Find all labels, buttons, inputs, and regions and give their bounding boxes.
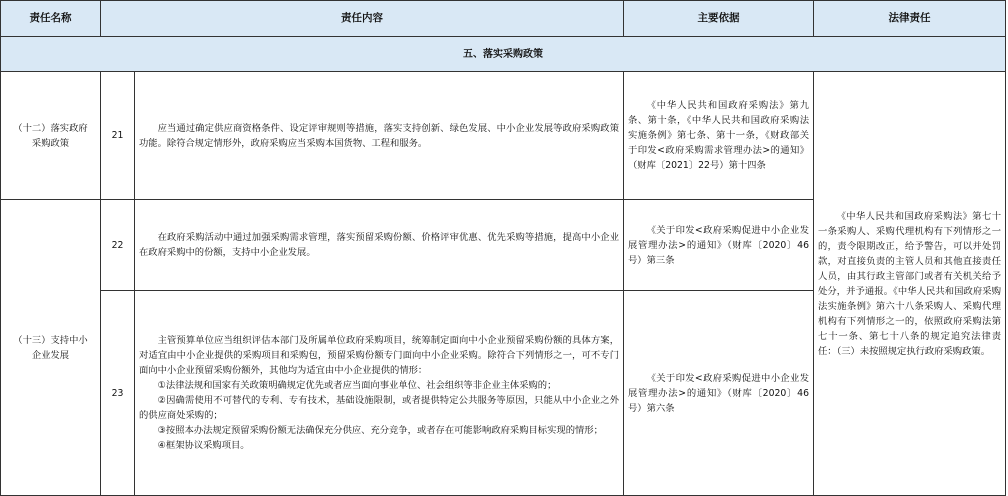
section-title: 五、落实采购政策 [0,37,1006,72]
responsibility-name-13 [0,200,101,496]
content-cell-23 [135,291,624,496]
row-number-21: 21 [101,72,135,200]
content-item-2: ②因确需使用不可替代的专利、专有技术，基础设施限制，或者提供特定公共服务等原因，只能从中小企业之外的供应商处采购的； [139,395,619,421]
responsibility-name-13-label: （十三）支持中小企业发展 [13,334,88,361]
content-text-21: 应当通过确定供应商资格条件、设定评审规则等措施，落实支持创新、绿色发展、中小企业发展等政府采购政策功能。除符合规定情形外，政府采购应当采购本国货物、工程和服务。 [139,122,619,149]
content-item-3: ③按照本办法规定预留采购份额无法确保充分供应、充分竞争，或者存在可能影响政府采购目标实现的情形； [157,425,603,436]
header-main-basis: 主要依据 [624,0,814,37]
basis-cell-23 [624,291,814,496]
content-paragraph: 主管预算单位应当组织评估本部门及所属单位政府采购项目，统筹制定面向中小企业预留采购份额的具体方案，对适宜由中小企业提供的采购项目和采购包，预留采购份额专门面向中小企业采购。除符合下列情形之一，可不专门面向中小企业预留采购份额外，其他均为适宜由中小企业提供的情形： [139,335,619,376]
basis-text-23: 《关于印发<政府采购促进中小企业发展管理办法>的通知》（财库〔2020〕46号）第六条 [628,372,809,414]
content-text-23 [135,333,623,453]
legal-liability-cell [814,72,1006,496]
content-cell-22 [135,200,624,291]
row-number-22: 22 [101,200,135,291]
responsibility-name-12-label: （十二）落实政府采购政策 [13,122,88,149]
basis-cell-22 [624,200,814,291]
header-responsibility-name: 责任名称 [0,0,101,37]
responsibility-name-12 [0,72,101,200]
header-legal-liability: 法律责任 [814,0,1006,37]
basis-text-21: 《中华人民共和国政府采购法》第九条、第十条，《中华人民共和国政府采购法实施条例》第七条、第十一条，《财政部关于印发<政府采购需求管理办法>的通知》（财库〔2021〕22号）第十四条 [628,100,809,171]
basis-cell-21 [624,72,814,200]
content-item-4: ④框架协议采购项目。 [157,440,250,451]
header-responsibility-content: 责任内容 [101,0,624,37]
content-item-1: ①法律法规和国家有关政策明确规定优先或者应当面向事业单位、社会组织等非企业主体采购的； [157,380,557,391]
basis-text-22: 《关于印发<政府采购促进中小企业发展管理办法>的通知》（财库〔2020〕46号）第三条 [628,224,809,266]
legal-liability-text: 《中华人民共和国政府采购法》第七十一条采购人、采购代理机构有下列情形之一的，责令限期改正，给予警告，可以并处罚款，对直接负责的主管人员和其他直接责任人员，由其行政主管部门或者有关机关给予处分，并予通报。《中华人民共和国政府采购法实施条例》第六十八条采购人、采购代理机构有下列情形之一的，依照政府采购法第七十一条、第七十八条的规定追究法律责任：（三）未按照规定执行政府采购政策。 [818,210,1001,357]
content-text-22: 在政府采购活动中通过加强采购需求管理，落实预留采购份额、价格评审优惠、优先采购等措施，提高中小企业在政府采购中的份额，支持中小企业发展。 [139,232,619,258]
row-number-23: 23 [101,291,135,496]
content-cell-21 [135,72,624,200]
